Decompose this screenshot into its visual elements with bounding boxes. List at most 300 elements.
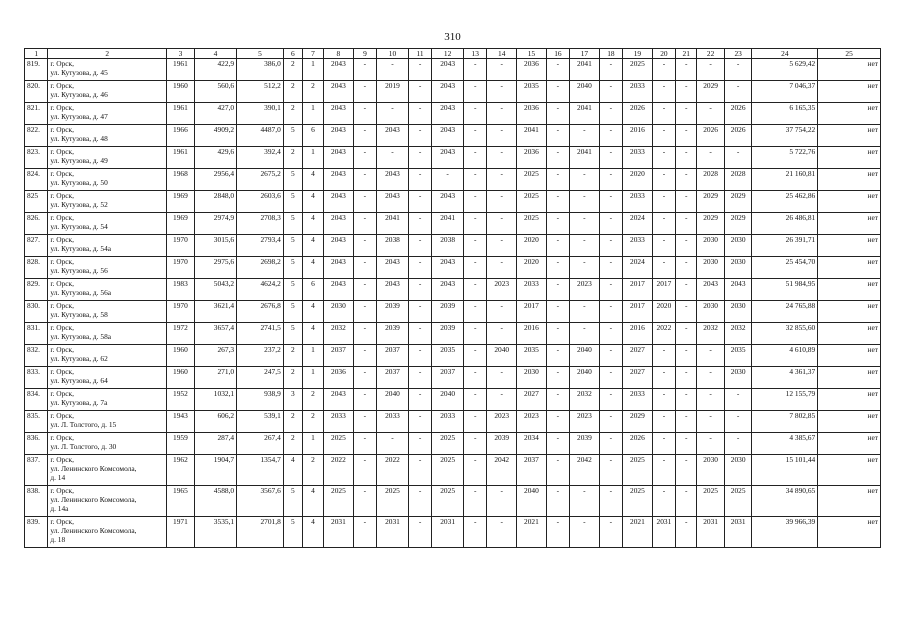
cell-col-4: 1904,7 [194,455,236,486]
column-header-1: 1 [25,49,48,59]
cell-col-20: - [652,433,675,455]
cell-col-3: 1970 [167,235,195,257]
cell-col-16: - [546,367,569,389]
cell-col-22: 2029 [697,213,725,235]
cell-col-11: - [408,191,431,213]
cell-col-8: 2036 [324,367,354,389]
cell-col-17: 2041 [570,147,600,169]
cell-col-19: 2025 [623,455,653,486]
row-number: 836. [25,433,48,455]
cell-col-25: нет [818,191,881,213]
cell-col-10: - [377,59,409,81]
cell-col-11: - [408,103,431,125]
cell-col-17: 2040 [570,345,600,367]
cell-col-7: 6 [302,279,323,301]
cell-col-15: 2021 [517,517,547,548]
cell-col-22: - [697,345,725,367]
cell-col-25: нет [818,147,881,169]
column-header-11: 11 [408,49,431,59]
cell-col-5: 390,1 [237,103,284,125]
cell-col-10: 2037 [377,345,409,367]
cell-col-20: - [652,345,675,367]
cell-col-8: 2043 [324,389,354,411]
cell-col-7: 4 [302,301,323,323]
cell-col-24: 39 966,39 [752,517,818,548]
row-number: 821. [25,103,48,125]
address-line: г. Орск, [50,345,74,354]
cell-col-3: 1960 [167,81,195,103]
cell-col-9: - [353,257,376,279]
address-line: ул. Л. Толстого, д. 15 [50,420,117,429]
cell-col-24: 32 855,60 [752,323,818,345]
cell-col-8: 2025 [324,486,354,517]
cell-col-21: - [676,147,697,169]
cell-col-9: - [353,411,376,433]
cell-col-24: 5 722,76 [752,147,818,169]
cell-col-7: 4 [302,486,323,517]
cell-col-14: 2039 [487,433,517,455]
cell-col-19: 2033 [623,191,653,213]
address-line: ул. Кутузова, д. 7а [50,398,108,407]
cell-col-6: 5 [283,191,302,213]
cell-col-24: 25 454,70 [752,257,818,279]
cell-col-12: 2033 [432,411,464,433]
cell-col-14: - [487,213,517,235]
header-row [25,49,881,59]
cell-col-12: - [432,169,464,191]
cell-col-18: - [599,517,622,548]
cell-col-9: - [353,103,376,125]
cell-col-23: 2031 [724,517,752,548]
column-header-20: 20 [652,49,675,59]
cell-col-21: - [676,367,697,389]
cell-col-25: нет [818,125,881,147]
cell-col-11: - [408,486,431,517]
cell-col-21: - [676,455,697,486]
cell-col-6: 2 [283,103,302,125]
cell-col-12: 2037 [432,367,464,389]
cell-col-23: 2030 [724,455,752,486]
cell-col-6: 2 [283,81,302,103]
row-number: 819. [25,59,48,81]
cell-col-9: - [353,191,376,213]
cell-col-6: 5 [283,486,302,517]
cell-col-22: - [697,147,725,169]
cell-col-23: 2030 [724,235,752,257]
cell-col-17: - [570,235,600,257]
cell-col-7: 4 [302,235,323,257]
cell-col-3: 1970 [167,257,195,279]
cell-col-16: - [546,235,569,257]
cell-col-10: 2022 [377,455,409,486]
cell-col-22: 2030 [697,257,725,279]
cell-col-8: 2043 [324,125,354,147]
cell-col-15: 2030 [517,367,547,389]
cell-col-20: - [652,257,675,279]
cell-col-17: 2023 [570,279,600,301]
address-cell [48,257,167,279]
cell-col-14: - [487,103,517,125]
cell-col-17: - [570,191,600,213]
row-number: 831. [25,323,48,345]
cell-col-13: - [464,103,487,125]
cell-col-18: - [599,213,622,235]
cell-col-21: - [676,125,697,147]
cell-col-10: 2039 [377,323,409,345]
cell-col-21: - [676,103,697,125]
cell-col-13: - [464,517,487,548]
cell-col-3: 1960 [167,345,195,367]
cell-col-7: 2 [302,81,323,103]
cell-col-17: 2023 [570,411,600,433]
address-line: г. Орск, [50,103,74,112]
row-number: 839. [25,517,48,548]
cell-col-13: - [464,323,487,345]
cell-col-16: - [546,517,569,548]
address-cell [48,125,167,147]
column-header-17: 17 [570,49,600,59]
cell-col-24: 6 165,35 [752,103,818,125]
address-line: г. Орск, [50,517,74,526]
cell-col-13: - [464,433,487,455]
cell-col-20: - [652,191,675,213]
cell-col-15: 2036 [517,147,547,169]
cell-col-7: 2 [302,389,323,411]
cell-col-5: 392,4 [237,147,284,169]
cell-col-5: 237,2 [237,345,284,367]
cell-col-8: 2030 [324,301,354,323]
cell-col-5: 2741,5 [237,323,284,345]
row-number: 823. [25,147,48,169]
cell-col-15: 2025 [517,213,547,235]
column-header-8: 8 [324,49,354,59]
cell-col-19: 2024 [623,213,653,235]
cell-col-14: - [487,301,517,323]
row-number: 835. [25,411,48,433]
table-row [25,345,881,367]
cell-col-10: 2043 [377,279,409,301]
address-line: г. Орск, [50,455,74,464]
cell-col-20: - [652,81,675,103]
cell-col-17: 2042 [570,455,600,486]
address-line: ул. Кутузова, д. 46 [50,90,108,99]
cell-col-22: - [697,367,725,389]
cell-col-21: - [676,323,697,345]
cell-col-22: 2026 [697,125,725,147]
cell-col-24: 25 462,86 [752,191,818,213]
cell-col-17: - [570,125,600,147]
cell-col-8: 2033 [324,411,354,433]
cell-col-18: - [599,367,622,389]
cell-col-13: - [464,59,487,81]
cell-col-10: 2040 [377,389,409,411]
cell-col-11: - [408,455,431,486]
cell-col-18: - [599,59,622,81]
cell-col-14: 2023 [487,279,517,301]
column-header-3: 3 [167,49,195,59]
cell-col-9: - [353,389,376,411]
cell-col-17: - [570,517,600,548]
table-row [25,59,881,81]
cell-col-6: 5 [283,235,302,257]
cell-col-12: 2025 [432,433,464,455]
cell-col-21: - [676,213,697,235]
cell-col-12: 2043 [432,257,464,279]
cell-col-21: - [676,191,697,213]
cell-col-14: - [487,169,517,191]
cell-col-24: 34 890,65 [752,486,818,517]
cell-col-23: - [724,411,752,433]
cell-col-4: 427,0 [194,103,236,125]
cell-col-12: 2043 [432,147,464,169]
cell-col-6: 2 [283,147,302,169]
cell-col-14: - [487,257,517,279]
address-line: ул. Кутузова, д. 56 [50,266,108,275]
cell-col-13: - [464,455,487,486]
cell-col-10: 2033 [377,411,409,433]
cell-col-13: - [464,257,487,279]
cell-col-7: 1 [302,367,323,389]
cell-col-23: 2025 [724,486,752,517]
cell-col-22: - [697,103,725,125]
cell-col-16: - [546,147,569,169]
cell-col-9: - [353,59,376,81]
cell-col-3: 1965 [167,486,195,517]
cell-col-23: - [724,81,752,103]
cell-col-5: 2701,8 [237,517,284,548]
cell-col-18: - [599,169,622,191]
cell-col-18: - [599,235,622,257]
cell-col-21: - [676,301,697,323]
address-line: ул. Кутузова, д. 56а [50,288,112,297]
cell-col-10: 2043 [377,169,409,191]
cell-col-16: - [546,257,569,279]
address-line: г. Орск, [50,213,74,222]
column-header-18: 18 [599,49,622,59]
address-line: ул. Кутузова, д. 54 [50,222,108,231]
data-table [24,48,881,548]
address-cell [48,323,167,345]
cell-col-9: - [353,433,376,455]
cell-col-25: нет [818,323,881,345]
cell-col-19: 2025 [623,486,653,517]
cell-col-19: 2029 [623,411,653,433]
cell-col-8: 2043 [324,257,354,279]
column-header-5: 5 [237,49,284,59]
cell-col-18: - [599,486,622,517]
cell-col-24: 26 391,71 [752,235,818,257]
cell-col-18: - [599,389,622,411]
cell-col-5: 2675,2 [237,169,284,191]
cell-col-3: 1969 [167,191,195,213]
address-line: ул. Кутузова, д. 50 [50,178,108,187]
cell-col-24: 7 802,85 [752,411,818,433]
cell-col-4: 3621,4 [194,301,236,323]
cell-col-9: - [353,455,376,486]
cell-col-19: 2017 [623,301,653,323]
cell-col-22: - [697,59,725,81]
cell-col-3: 1971 [167,517,195,548]
cell-col-11: - [408,301,431,323]
address-line: г. Орск, [50,125,74,134]
address-line: ул. Ленинского Комсомола, [50,526,137,535]
row-number: 824. [25,169,48,191]
cell-col-20: - [652,455,675,486]
cell-col-7: 4 [302,257,323,279]
cell-col-15: 2025 [517,169,547,191]
address-cell [48,411,167,433]
cell-col-8: 2043 [324,147,354,169]
address-line: г. Орск, [50,433,74,442]
cell-col-13: - [464,345,487,367]
cell-col-22: 2030 [697,455,725,486]
cell-col-19: 2026 [623,103,653,125]
cell-col-18: - [599,103,622,125]
cell-col-23: 2028 [724,169,752,191]
address-line: ул. Ленинского Комсомола, [50,495,137,504]
table-row [25,191,881,213]
cell-col-14: 2040 [487,345,517,367]
cell-col-10: - [377,147,409,169]
cell-col-21: - [676,279,697,301]
cell-col-22: - [697,389,725,411]
cell-col-21: - [676,389,697,411]
cell-col-4: 422,9 [194,59,236,81]
cell-col-4: 287,4 [194,433,236,455]
cell-col-7: 1 [302,147,323,169]
cell-col-15: 2017 [517,301,547,323]
cell-col-5: 2603,6 [237,191,284,213]
column-header-25: 25 [818,49,881,59]
cell-col-18: - [599,125,622,147]
cell-col-23: - [724,147,752,169]
cell-col-5: 4624,2 [237,279,284,301]
cell-col-17: 2041 [570,59,600,81]
cell-col-24: 15 101,44 [752,455,818,486]
cell-col-24: 37 754,22 [752,125,818,147]
cell-col-9: - [353,367,376,389]
cell-col-18: - [599,455,622,486]
column-header-7: 7 [302,49,323,59]
address-line: ул. Кутузова, д. 58 [50,310,108,319]
cell-col-15: 2036 [517,103,547,125]
cell-col-23: 2029 [724,191,752,213]
cell-col-4: 2848,0 [194,191,236,213]
page-number: 310 [444,31,461,43]
row-number: 829. [25,279,48,301]
cell-col-25: нет [818,103,881,125]
column-header-14: 14 [487,49,517,59]
cell-col-11: - [408,213,431,235]
cell-col-20: 2020 [652,301,675,323]
cell-col-9: - [353,345,376,367]
cell-col-6: 2 [283,367,302,389]
cell-col-8: 2043 [324,213,354,235]
address-line: г. Орск, [50,81,74,90]
cell-col-3: 1983 [167,279,195,301]
address-line: г. Орск, [50,191,74,200]
cell-col-16: - [546,59,569,81]
cell-col-23: 2029 [724,213,752,235]
cell-col-24: 4 361,37 [752,367,818,389]
cell-col-18: - [599,147,622,169]
cell-col-9: - [353,301,376,323]
cell-col-7: 4 [302,169,323,191]
cell-col-11: - [408,147,431,169]
cell-col-18: - [599,411,622,433]
cell-col-19: 2024 [623,257,653,279]
cell-col-15: 2036 [517,59,547,81]
cell-col-21: - [676,59,697,81]
cell-col-11: - [408,59,431,81]
cell-col-7: 1 [302,433,323,455]
cell-col-25: нет [818,389,881,411]
address-cell [48,191,167,213]
table-row [25,486,881,517]
address-cell [48,486,167,517]
cell-col-9: - [353,235,376,257]
cell-col-20: - [652,59,675,81]
cell-col-16: - [546,301,569,323]
cell-col-5: 2793,4 [237,235,284,257]
cell-col-8: 2043 [324,279,354,301]
column-header-10: 10 [377,49,409,59]
cell-col-6: 2 [283,345,302,367]
cell-col-18: - [599,433,622,455]
cell-col-9: - [353,517,376,548]
cell-col-10: 2043 [377,257,409,279]
cell-col-23: 2043 [724,279,752,301]
cell-col-3: 1970 [167,301,195,323]
address-cell [48,433,167,455]
address-line: ул. Кутузова, д. 47 [50,112,108,121]
cell-col-17: 2039 [570,433,600,455]
cell-col-9: - [353,125,376,147]
cell-col-20: 2031 [652,517,675,548]
cell-col-19: 2020 [623,169,653,191]
cell-col-25: нет [818,169,881,191]
cell-col-23: - [724,389,752,411]
cell-col-6: 5 [283,257,302,279]
cell-col-16: - [546,125,569,147]
cell-col-20: - [652,235,675,257]
cell-col-4: 2956,4 [194,169,236,191]
cell-col-16: - [546,213,569,235]
cell-col-20: - [652,147,675,169]
cell-col-20: - [652,125,675,147]
table-row [25,455,881,486]
cell-col-5: 1354,7 [237,455,284,486]
address-line: ул. Кутузова, д. 64 [50,376,108,385]
cell-col-24: 26 486,81 [752,213,818,235]
cell-col-19: 2026 [623,433,653,455]
cell-col-23: - [724,433,752,455]
cell-col-6: 5 [283,213,302,235]
table-row [25,323,881,345]
cell-col-12: 2043 [432,191,464,213]
cell-col-15: 2016 [517,323,547,345]
address-line: г. Орск, [50,323,74,332]
cell-col-7: 2 [302,411,323,433]
address-line: г. Орск, [50,389,74,398]
cell-col-11: - [408,345,431,367]
cell-col-17: 2040 [570,81,600,103]
address-line: г. Орск, [50,367,74,376]
cell-col-25: нет [818,81,881,103]
cell-col-17: 2032 [570,389,600,411]
address-line: г. Орск, [50,235,74,244]
cell-col-5: 3567,6 [237,486,284,517]
